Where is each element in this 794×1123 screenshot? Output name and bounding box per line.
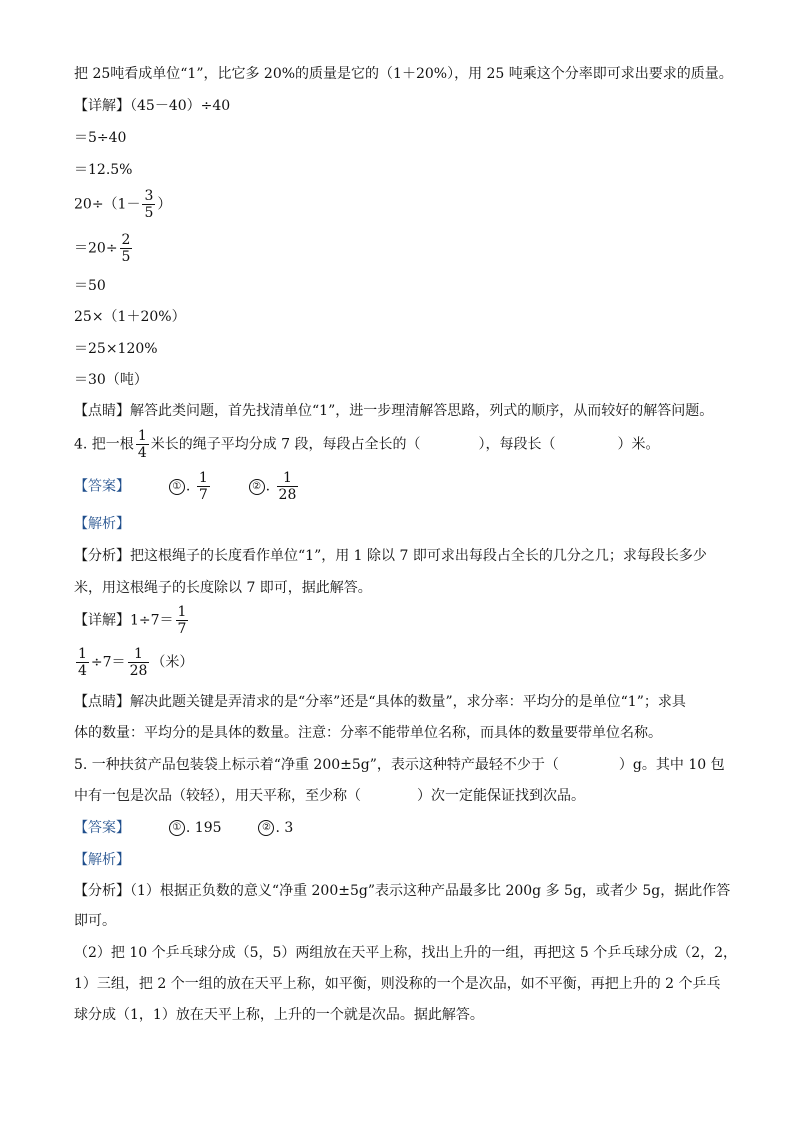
fraction <box>176 604 189 637</box>
denominator: 4 <box>137 445 147 461</box>
dianjing-text: 解决此题关键是弄清求的是“分率”还是“具体的数量”，求分率：平均分的是单位“1”；求具 <box>130 694 686 710</box>
equation-text: （米） <box>151 654 194 671</box>
equation-text: ＝20÷ <box>74 240 118 257</box>
answer-line <box>74 818 293 838</box>
section-tag: 【分析】 <box>74 548 130 564</box>
fraction <box>136 428 149 461</box>
fraction <box>120 232 133 265</box>
circled-number-2: ② <box>258 820 274 836</box>
question-text: ）次一定能保证找到次品。 <box>417 788 585 804</box>
answer-tag: 【答案】 <box>74 820 130 836</box>
fenxi-line <box>74 546 707 566</box>
circled-number-1: ① <box>169 479 185 495</box>
jiexi-tag: 【解析】 <box>74 516 130 532</box>
equation-text: ） <box>157 196 172 213</box>
dianjing-line <box>74 401 713 421</box>
section-tag: 【点睛】 <box>74 403 130 419</box>
question-text: 5. 一种扶贫产品包装袋上标示着“净重 200±5g”，表示这种特产最轻不少于（ <box>74 757 559 773</box>
equation-text: 1÷7＝ <box>130 612 174 629</box>
question-text: ）g。其中 10 包 <box>618 757 725 773</box>
question-text: ），每段长（ <box>478 436 556 453</box>
fenxi-line <box>74 881 730 901</box>
section-tag: 【分析】 <box>74 883 130 899</box>
equation-line: ＝25×120% <box>74 341 158 357</box>
analysis-line: 球分成（1，1）放在天平上称，上升的一个就是次品。据此解答。 <box>74 1007 484 1023</box>
jiexi-tag: 【解析】 <box>74 852 130 868</box>
equation-line: ＝30（吨） <box>74 372 148 388</box>
question-text: 4. 把一根 <box>74 436 134 453</box>
answer-fraction <box>197 470 210 503</box>
fenxi-text: （1）根据正负数的意义“净重 200±5g”表示这种产品最多比 200g 多 5g，或者少 5g，据此作答 <box>130 883 731 899</box>
equation-line <box>74 188 171 221</box>
question-4 <box>74 428 660 461</box>
question-text: ）米。 <box>617 436 660 453</box>
section-tag: 【详解】 <box>74 612 130 629</box>
dianjing-line <box>74 692 686 712</box>
equation-line: ＝5÷40 <box>74 130 127 146</box>
question-5 <box>74 755 725 775</box>
denominator: 28 <box>278 487 297 503</box>
detail-line <box>74 96 230 116</box>
dianjing-line: 体的数量：平均分的是具体的数量。注意：分率不能带单位名称，而具体的数量要带单位名称。 <box>74 725 662 741</box>
equation-text: ÷7＝ <box>90 654 126 671</box>
numerator: 2 <box>121 232 131 248</box>
numerator: 1 <box>137 428 147 444</box>
circled-number-2: ② <box>249 479 265 495</box>
analysis-line: 1）三组，把 2 个一组的放在天平上称，如平衡，则没称的一个是次品，如不平衡，再把上升的 2 个乒乓 <box>74 976 721 992</box>
analysis-line: （2）把 10 个乒乓球分成（5，5）两组放在天平上称，找出上升的一组，再把这 5 个乒乓球分成（2，2， <box>74 945 738 961</box>
fenxi-text: 把这根绳子的长度看作单位“1”，用 1 除以 7 即可求出每段占全长的几分之几；求每段长多少 <box>130 548 707 564</box>
equation-line: ＝12.5% <box>74 162 133 178</box>
denominator: 28 <box>129 663 148 679</box>
answer-tag: 【答案】 <box>74 478 130 495</box>
circled-number-1: ① <box>169 820 185 836</box>
xiangjie-line <box>74 604 190 637</box>
fenxi-line: 即可。 <box>74 913 116 929</box>
numerator: 1 <box>128 646 150 663</box>
answer-value: . 195 <box>185 820 222 836</box>
numerator: 1 <box>277 470 299 487</box>
numerator: 1 <box>198 470 208 486</box>
numerator: 1 <box>177 604 187 620</box>
equation-text: 20÷（1－ <box>74 196 141 213</box>
fraction <box>128 646 150 679</box>
denominator: 7 <box>198 487 208 503</box>
fenxi-line: 米，用这根绳子的长度除以 7 即可，据此解答。 <box>74 580 372 596</box>
numerator: 1 <box>78 646 87 662</box>
equation-line: 25×（1＋20%） <box>74 309 186 325</box>
text-line: 把 25吨看成单位“1”，比它多 20%的质量是它的（1＋20%），用 25 吨乘这个分率即可求出要求的质量。 <box>74 66 733 82</box>
fraction <box>142 188 155 221</box>
section-tag: 【点睛】 <box>74 694 130 710</box>
equation-line <box>74 646 193 679</box>
dianjing-text: 解答此类问题，首先找清单位“1”，进一步理清解答思路，列式的顺序，从而较好的解答问题。 <box>130 403 714 419</box>
question-5-cont <box>74 786 585 806</box>
denominator: 5 <box>121 249 131 265</box>
answer-line: 【答案】 ① . $\frac{1}{7}$ ② . $\frac{1}{28}$ <box>74 470 297 503</box>
denominator: 7 <box>177 621 187 637</box>
question-text: 中有一包是次品（较轻），用天平称，至少称（ <box>74 788 361 804</box>
denominator: 4 <box>78 663 87 679</box>
answer-fraction <box>277 470 299 503</box>
section-tag: 【详解】 <box>74 98 130 114</box>
numerator: 3 <box>144 188 154 204</box>
equation-line <box>74 232 134 265</box>
denominator: 5 <box>144 205 154 221</box>
fraction <box>76 646 89 679</box>
equation: （45－40）÷40 <box>130 98 231 114</box>
equation-line: ＝50 <box>74 278 106 294</box>
question-text: 米长的绳子平均分成 7 段，每段占全长的（ <box>150 436 421 453</box>
answer-value: . 3 <box>275 820 294 836</box>
